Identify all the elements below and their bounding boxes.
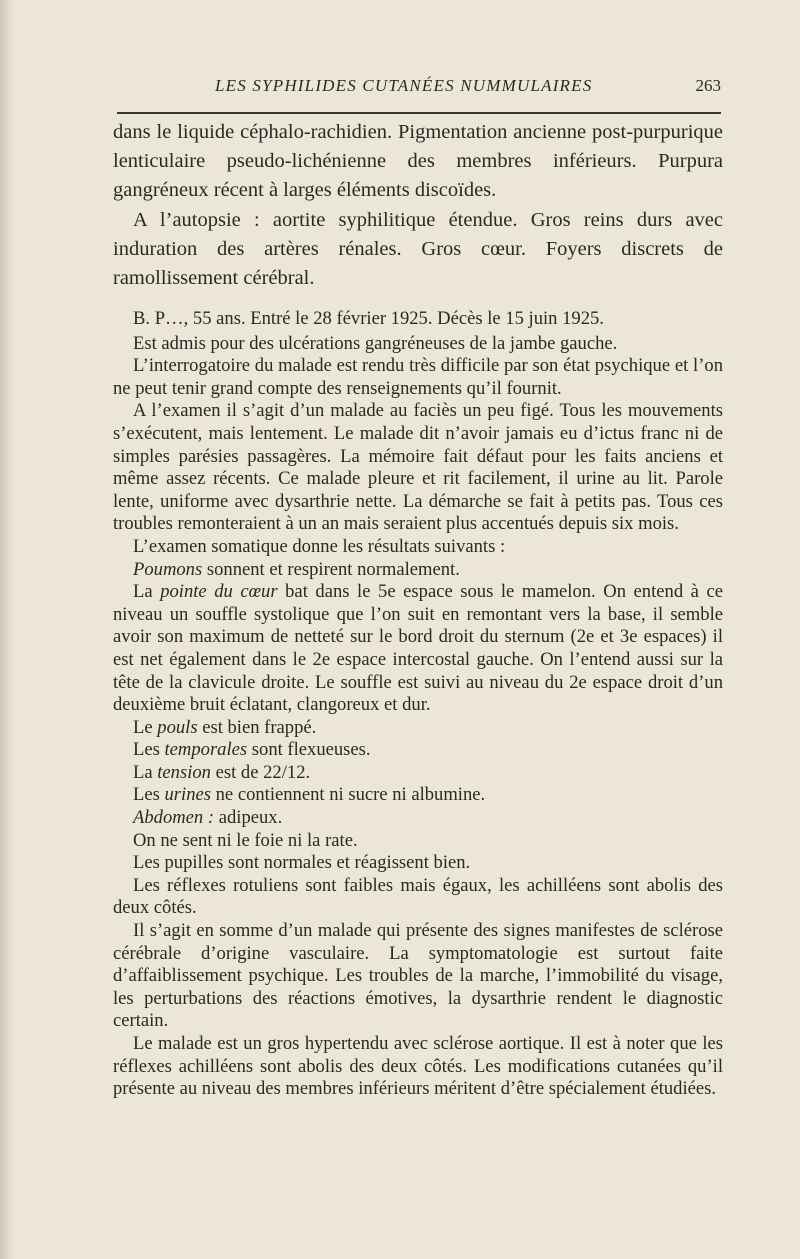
running-title: LES SYPHILIDES CUTANÉES NUMMULAIRES — [215, 76, 593, 95]
paragraph-examen-somatique: L’examen somatique donne les résultats suivants : — [133, 535, 506, 557]
page-number: 263 — [695, 76, 721, 95]
paragraph-abdomen — [113, 807, 723, 830]
paragraph-urines — [113, 784, 723, 807]
coeur-prefix: La — [133, 581, 161, 603]
temporales-prefix: Les — [133, 739, 165, 761]
tension-text: est de 22/12. — [210, 761, 311, 783]
pouls-text: est bien frappé. — [197, 716, 317, 738]
paragraph-admis: Est admis pour des ulcérations gangréneuses de la jambe gauche. — [133, 332, 618, 354]
paragraph-reflexes: Les réflexes rotuliens sont faibles mais égaux, les achilléens sont abolis des deux côtés. — [113, 874, 723, 919]
abdomen-label: Abdomen : — [133, 807, 215, 829]
page-header — [117, 76, 721, 104]
paragraph-poumons — [113, 559, 723, 582]
abdomen-text: adipeux. — [214, 807, 283, 829]
urines-prefix: Les — [133, 784, 165, 806]
poumons-label: Poumons — [133, 558, 203, 580]
urines-text: ne contiennent ni sucre ni albumine. — [210, 784, 486, 806]
pouls-prefix: Le — [133, 716, 158, 738]
tension-label: tension — [157, 761, 211, 783]
case-report — [113, 308, 723, 1101]
paragraph-hypertendu: Le malade est un gros hypertendu avec sclérose aortique. Il est à noter que les réflexes achilléens sont abolis des deux côtés. Les modifications cutanées qu’il présente au niveau des membres inférieurs méritent d’être spécialement étudiées. — [113, 1033, 723, 1100]
paragraph-interrogatoire: L’interrogatoire du malade est rendu très difficile par son état psychique et l’on ne peut tenir grand compte des renseignements qu’il fournit. — [113, 355, 723, 399]
paragraph-liquide: dans le liquide céphalo-rachidien. Pigmentation ancienne post-purpurique lenticulaire pseudo-lichénienne des membres inférieurs. Purpura gangréneux récent à larges éléments discoïdes. — [113, 121, 723, 202]
coeur-label: pointe du cœur — [160, 581, 278, 603]
pouls-label: pouls — [157, 716, 198, 738]
coeur-text: bat dans le 5e espace sous le mamelon. On entend à ce niveau un souffle systolique que l’on suit en remontant vers la base, il semble avoir son maximum de netteté sur le bord droit du sternum (2e et 3e espaces) il est net également dans le 2e espace intercostal gauche. On l’entend aussi sur la tête de la clavicule droite. Le souffle est suivi au niveau du 2e espace droit d’un deuxième bruit éclatant, clangoreux et dur. — [113, 581, 724, 716]
paragraph-tension — [113, 762, 723, 785]
paragraph-coeur — [113, 581, 723, 717]
header-rule — [117, 112, 721, 114]
paragraph-somme: Il s’agit en somme d’un malade qui présente des signes manifestes de sclérose cérébrale d’origine vasculaire. La symptomatologie est surtout faite d’affaiblissement psychique. Les troubles de la marche, l’immobilité du visage, les perturbations des réactions émotives, la dysarthrie rendent le diagnostic certain. — [113, 920, 723, 1032]
paragraph-pupilles: Les pupilles sont normales et réagissent bien. — [133, 852, 471, 874]
paragraph-autopsie: A l’autopsie : aortite syphilitique étendue. Gros reins durs avec induration des artères rénales. Gros cœur. Foyers discrets de ramollissement cérébral. — [113, 208, 723, 290]
paragraph-examen: A l’examen il s’agit d’un malade au faciès un peu figé. Tous les mouvements s’exécutent, mais lentement. Le malade dit n’avoir jamais eu d’ictus franc ni de simples parésies passagères. La mémoire fait défaut pour les faits anciens et même assez récents. Ce malade pleure et rit facilement, il urine au lit. Parole lente, uniforme avec dysarthrie nette. La démarche se fait à petits pas. Tous ces troubles remonteraient à un an mais seraient plus accentués depuis six mois. — [113, 400, 723, 535]
temporales-label: temporales — [164, 739, 248, 761]
paragraph-pouls — [113, 717, 723, 740]
top-text-block — [113, 118, 723, 293]
paragraph-foie: On ne sent ni le foie ni la rate. — [133, 829, 358, 851]
page-edge-shadow — [0, 0, 14, 1259]
temporales-text: sont flexueuses. — [247, 739, 371, 761]
urines-label: urines — [164, 784, 211, 806]
tension-prefix: La — [133, 761, 158, 783]
paragraph-temporales — [113, 739, 723, 762]
poumons-text: sonnent et respirent normalement. — [202, 558, 460, 580]
case-intro: B. P…, 55 ans. Entré le 28 février 1925. Décès le 15 juin 1925. — [133, 308, 604, 329]
